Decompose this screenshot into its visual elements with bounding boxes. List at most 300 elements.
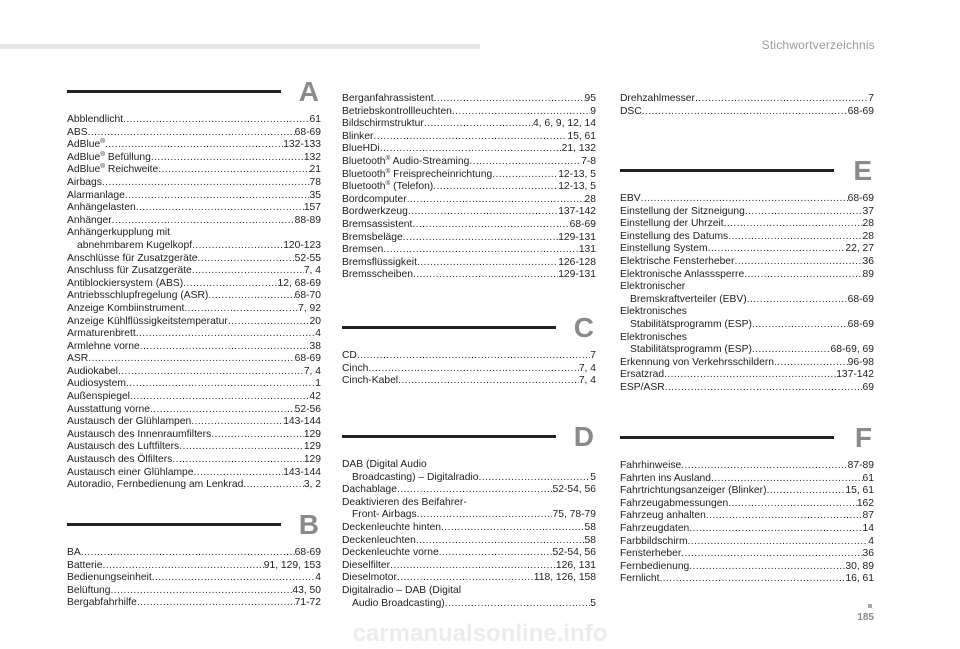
index-entry[interactable] [342, 118, 596, 131]
index-entry-pages: 126-128 [558, 256, 596, 268]
index-entry-pages: 7 [590, 350, 596, 361]
index-entry-term: Audiokabel [67, 365, 118, 377]
leader-dots [125, 190, 310, 203]
index-entry-term: Elektronische Anlasssperre [620, 268, 745, 280]
index-entry[interactable] [620, 536, 874, 549]
index-entry[interactable] [342, 169, 596, 182]
index-entry[interactable] [67, 547, 321, 560]
index-entry-pages: 68-69 [294, 547, 321, 558]
index-entry-pages: 22, 27 [845, 243, 874, 255]
index-entry[interactable] [342, 484, 596, 497]
index-entry[interactable] [67, 391, 321, 404]
index-entry-pages: 4 [315, 328, 321, 340]
leader-dots [243, 479, 304, 492]
index-entry-pages: 68-69 [847, 318, 874, 330]
index-entry-pages: 7-8 [581, 155, 596, 167]
index-entry-term: Betriebskontrollleuchten [342, 105, 452, 117]
leader-dots [689, 523, 862, 536]
leader-dots [728, 231, 862, 244]
index-entry[interactable] [342, 598, 596, 611]
index-entry-pages: 78 [309, 176, 321, 188]
index-entry-term: ESP/ASR [620, 381, 665, 393]
index-entry-term: Dieselfilter [342, 559, 391, 571]
leader-dots [111, 585, 293, 598]
index-entry[interactable] [67, 585, 321, 598]
section-letter: F [854, 422, 872, 453]
index-entry[interactable] [620, 344, 874, 357]
section-rule [342, 326, 556, 329]
index-entry[interactable] [67, 341, 321, 354]
leader-dots [745, 206, 863, 219]
index-entry-term: abnehmbarem Kugelkopf [77, 239, 193, 251]
index-entry-term: Farbbildschirm [620, 535, 688, 547]
index-entry-pages: 120-123 [283, 239, 321, 251]
index-entry-term: Dachablage [342, 484, 397, 496]
index-entry-term: Ersatzrad [620, 369, 665, 381]
leader-dots [383, 244, 579, 257]
leader-dots [659, 573, 845, 586]
index-entry-pages: 87-89 [847, 460, 874, 471]
header-bar [0, 44, 480, 49]
index-entry-term: Armaturenbrett [67, 328, 136, 340]
index-entry[interactable] [620, 523, 874, 536]
index-entry-term: Front- Airbags [352, 509, 417, 521]
index-entry-term: BA [67, 547, 81, 558]
index-entry[interactable] [67, 127, 321, 140]
index-entry-term: Deckenleuchten [342, 534, 416, 546]
index-entry-pages: 126, 131 [555, 559, 596, 571]
leader-dots [136, 202, 304, 215]
index-entry[interactable] [342, 535, 596, 548]
index-entry[interactable] [620, 294, 874, 307]
index-entry-pages: 68-69 [847, 105, 874, 117]
section-rule [67, 90, 281, 93]
index-entry[interactable] [67, 572, 321, 585]
index-entry[interactable] [67, 278, 321, 291]
index-entry-pages: 7, 4 [578, 362, 596, 374]
index-entry[interactable] [67, 190, 321, 203]
index-entry-pages: 16, 61 [845, 573, 874, 585]
index-entry-term: CD [342, 350, 357, 361]
index-entry-term: Anhängelasten [67, 202, 136, 214]
index-entry-pages: 21, 132 [561, 143, 596, 155]
leader-dots [118, 366, 304, 379]
index-entry[interactable] [342, 269, 596, 282]
index-entry-term: Antriebsschlupfregelung (ASR) [67, 290, 209, 302]
index-entry[interactable] [342, 472, 596, 485]
leader-dots [695, 93, 868, 106]
index-entry-pages: 58 [584, 521, 596, 533]
index-entry[interactable] [67, 597, 321, 610]
leader-dots [81, 547, 295, 560]
index-entry-pages: 4 [868, 535, 874, 547]
index-entry-pages: 89 [862, 268, 874, 280]
index-entry[interactable] [67, 353, 321, 366]
leader-dots [417, 257, 558, 270]
index-entry[interactable] [67, 290, 321, 303]
index-entry[interactable] [342, 232, 596, 245]
index-entry[interactable] [67, 416, 321, 429]
leader-dots [665, 382, 863, 395]
index-entry[interactable] [342, 143, 596, 156]
index-entry-pages: 52-54, 56 [552, 547, 596, 559]
index-entry[interactable] [342, 206, 596, 219]
index-entry-pages: 143-144 [283, 466, 321, 478]
index-entry-pages: 137-142 [558, 206, 596, 218]
index-section-a [67, 76, 321, 492]
leader-dots [179, 441, 304, 454]
index-entry[interactable] [67, 177, 321, 190]
index-entry-pages: 75, 78-79 [552, 509, 596, 521]
index-entry-pages: 61 [309, 114, 321, 125]
index-entry-pages: 129-131 [558, 269, 596, 281]
footer-marker [868, 604, 872, 608]
index-entry-term: Bremsen [342, 244, 384, 256]
index-entry-list [620, 460, 874, 586]
index-entry-pages: 68-69 [569, 218, 596, 230]
index-entry-pages: 132 [303, 151, 321, 163]
leader-dots [711, 473, 863, 486]
index-entry-term: BlueHDi [342, 143, 380, 155]
leader-dots [767, 485, 846, 498]
index-entry-term: Einstellung der Uhrzeit [620, 218, 724, 230]
leader-dots [774, 357, 848, 370]
index-entry[interactable] [67, 152, 321, 165]
index-entry-pages: 12, 68-69 [277, 277, 321, 289]
index-entry-term: Drehzahlmesser [620, 93, 695, 104]
index-entry[interactable] [342, 560, 596, 573]
leader-dots [412, 219, 569, 232]
section-header [342, 421, 596, 453]
index-entry-pages: 12-13, 5 [558, 168, 596, 180]
leader-dots [390, 560, 556, 573]
index-entry-term: Bluetooth® Audio-Streaming [342, 154, 470, 167]
leader-dots [681, 460, 847, 473]
leader-dots [211, 429, 304, 442]
index-entry[interactable] [620, 382, 874, 395]
index-entry[interactable] [342, 509, 596, 522]
index-entry[interactable] [67, 139, 321, 152]
index-entry-list [620, 193, 874, 395]
index-entry[interactable] [67, 202, 321, 215]
index-entry-term: Ausstattung vorne [67, 403, 150, 415]
leader-dots [184, 303, 298, 316]
index-entry-term: Bremsassistent [342, 218, 413, 230]
index-entry-term: Einstellung des Datums [620, 230, 729, 242]
section-rule [342, 435, 556, 438]
index-entry-term: Anzeige Kombiinstrument [67, 302, 185, 314]
index-entry-pages: 52-56 [294, 403, 321, 415]
index-entry-pages: 68-69 [294, 126, 321, 138]
leader-dots [368, 363, 578, 376]
index-entry[interactable] [67, 114, 321, 127]
index-entry[interactable] [342, 244, 596, 257]
index-entry[interactable] [620, 510, 874, 523]
leader-dots [752, 319, 848, 332]
index-entry[interactable] [342, 93, 596, 106]
index-entry-pages: 42 [309, 391, 321, 403]
index-entry-pages: 14 [862, 522, 874, 534]
index-entry[interactable] [620, 498, 874, 511]
index-entry-term: Fahrhinweise [620, 460, 682, 471]
index-entry-pages: 131 [578, 244, 596, 256]
index-entry-term: Elektrische Fensterheber [620, 255, 735, 267]
index-entry[interactable] [67, 215, 321, 228]
leader-dots [424, 118, 533, 131]
section-header [620, 422, 874, 454]
index-entry-term: Fahrzeugabmessungen [620, 497, 729, 509]
leader-dots [88, 127, 295, 140]
index-entry[interactable] [620, 460, 874, 473]
leader-dots [445, 598, 591, 611]
index-entry-term: AdBlue® Befüllung [67, 150, 151, 163]
index-entry-pages: 7, 92 [298, 302, 321, 314]
leader-dots [413, 269, 558, 282]
leader-dots [105, 139, 283, 152]
index-entry[interactable] [620, 573, 874, 586]
section-header [67, 509, 321, 541]
index-entry[interactable] [342, 181, 596, 194]
index-entry[interactable] [620, 473, 874, 486]
index-entry[interactable] [620, 93, 874, 106]
index-entry[interactable] [620, 218, 874, 231]
index-entry-term: AdBlue® Reichweite [67, 163, 159, 176]
index-entry-pages: 52-54, 56 [552, 484, 596, 496]
index-entry-pages: 68-69 [294, 353, 321, 365]
leader-dots [398, 375, 579, 388]
index-entry-term: Cinch [342, 362, 369, 374]
section-letter: D [573, 421, 594, 452]
leader-dots [664, 369, 836, 382]
index-section-e [620, 155, 874, 395]
index-entry-pages: 96-98 [847, 356, 874, 368]
index-entry[interactable] [620, 357, 874, 370]
index-entry[interactable] [342, 572, 596, 585]
index-entry[interactable] [342, 219, 596, 232]
section-header [67, 76, 321, 108]
index-entry[interactable] [67, 316, 321, 329]
index-entry[interactable] [620, 206, 874, 219]
index-entry-term: DSC [620, 105, 642, 117]
leader-dots [130, 391, 310, 404]
index-entry[interactable] [342, 257, 596, 270]
section-rule [620, 436, 834, 439]
index-entry[interactable] [620, 369, 874, 382]
index-entry[interactable] [620, 231, 874, 244]
index-entry-pages: 35 [309, 189, 321, 201]
index-entry-term-line: DAB (Digital Audio [342, 459, 427, 470]
index-entry-list [620, 93, 874, 118]
index-entry-pages: 129 [303, 454, 321, 466]
index-entry[interactable] [620, 243, 874, 256]
index-entry-term: Anschluss für Zusatzgeräte [67, 265, 192, 277]
leader-dots [172, 454, 304, 467]
leader-dots [706, 510, 863, 523]
leader-dots [373, 131, 567, 144]
index-entry-term: Bremsscheiben [342, 269, 413, 281]
index-entry-pages: 7, 4 [303, 265, 321, 277]
index-entry[interactable] [620, 319, 874, 332]
index-entry-term: Bremsflüssigkeit [342, 256, 417, 268]
index-entry-pages: 20 [309, 315, 321, 327]
index-entry-pages: 143-144 [283, 416, 321, 428]
index-entry[interactable] [342, 522, 596, 535]
index-entry-term-line: Anhängerkupplung mit [67, 227, 171, 239]
index-entry-pages: 3, 2 [303, 479, 321, 491]
index-entry[interactable] [620, 256, 874, 269]
index-entry[interactable] [620, 561, 874, 574]
index-entry-pages: 7 [868, 93, 874, 104]
index-entry-pages: 36 [862, 548, 874, 560]
watermark: carmanualsonline.info [352, 620, 608, 647]
index-entry-pages: 7, 4 [303, 365, 321, 377]
leader-dots [194, 467, 284, 480]
index-entry-pages: 43, 50 [292, 584, 321, 596]
index-entry[interactable] [67, 467, 321, 480]
index-entry-term: Stabilitätsprogramm (ESP) [630, 344, 752, 356]
index-entry[interactable] [67, 366, 321, 379]
index-entry[interactable] [342, 350, 596, 363]
index-entry-term: Cinch-Kabel [342, 375, 399, 387]
index-entry[interactable] [67, 164, 321, 177]
leader-dots [140, 341, 310, 354]
leader-dots [416, 535, 585, 548]
leader-dots [417, 509, 553, 522]
index-entry[interactable] [620, 106, 874, 119]
index-entry-pages: 132-133 [283, 139, 321, 151]
section-letter: A [298, 76, 319, 107]
index-section-d-cont [620, 93, 874, 118]
index-entry[interactable] [342, 156, 596, 169]
index-entry-term: Bluetooth® Freisprecheinrichtung [342, 167, 493, 180]
index-entry-term: Audio Broadcasting) [352, 597, 445, 609]
index-entry-term: Fernlicht [620, 573, 660, 585]
index-entry[interactable] [620, 485, 874, 498]
index-entry-pages: 5 [590, 597, 596, 609]
index-entry-pages: 87 [862, 510, 874, 522]
index-entry[interactable] [67, 378, 321, 391]
index-entry-pages: 61 [862, 472, 874, 484]
leader-dots [492, 169, 558, 182]
index-entry-term: Dieselmotor [342, 572, 397, 584]
index-entry-pages: 68-69 [847, 293, 874, 305]
leader-dots [357, 350, 590, 363]
index-entry-term: Berganfahrassistent [342, 93, 434, 104]
index-entry-term: AdBlue® [67, 138, 106, 151]
index-entry-pages: 91, 129, 153 [263, 559, 321, 571]
leader-dots [688, 536, 869, 549]
index-entry-term: Erkennung von Verkehrsschildern [620, 356, 774, 368]
leader-dots [152, 572, 316, 585]
index-entry-term: Belüftung [67, 584, 111, 596]
index-entry-pages: 95 [584, 93, 596, 104]
index-entry-pages: 1 [315, 378, 321, 390]
index-entry[interactable] [67, 265, 321, 278]
index-entry[interactable] [342, 194, 596, 207]
leader-dots [734, 256, 862, 269]
index-entry[interactable] [342, 131, 596, 144]
section-header [342, 312, 596, 344]
index-entry[interactable] [620, 548, 874, 561]
leader-dots [88, 353, 294, 366]
leader-dots [441, 522, 584, 535]
leader-dots [689, 561, 845, 574]
index-entry-term: Austausch des Ölfilters [67, 454, 173, 466]
index-entry[interactable] [620, 269, 874, 282]
index-entry-pages: 15, 61 [845, 485, 874, 497]
index-entry[interactable] [620, 193, 874, 206]
index-entry-term: Bordcomputer [342, 193, 407, 205]
leader-dots [192, 265, 304, 278]
index-entry-term: Alarmanlage [67, 189, 125, 201]
leader-dots [407, 194, 585, 207]
index-entry-pages: 5 [590, 471, 596, 483]
index-entry-term: Fahrten ins Ausland [620, 472, 712, 484]
index-entry-pages: 69 [862, 381, 874, 393]
index-entry-term: Antiblockiersystem (ABS) [67, 277, 184, 289]
index-entry[interactable] [67, 479, 321, 492]
index-entry-term: Anschlüsse für Zusatzgeräte [67, 252, 198, 264]
index-entry-term: Airbags [67, 176, 102, 188]
leader-dots [158, 164, 309, 177]
leader-dots [150, 404, 295, 417]
index-entry-pages: 4 [315, 572, 321, 584]
index-entry[interactable] [342, 375, 596, 388]
index-entry-term: Fensterheber [620, 548, 682, 560]
leader-dots [403, 232, 559, 245]
leader-dots [151, 152, 304, 165]
index-entry[interactable] [67, 328, 321, 341]
index-entry-pages: 118, 126, 158 [533, 572, 596, 584]
index-entry[interactable] [67, 253, 321, 266]
leader-dots [102, 177, 310, 190]
leader-dots [642, 106, 848, 119]
index-entry-term-line: Deaktivieren des Beifahrer- [342, 496, 467, 508]
index-entry-pages: 68-70 [294, 290, 321, 302]
index-entry[interactable] [67, 240, 321, 253]
index-entry[interactable] [67, 429, 321, 442]
index-entry-term: Bedienungseinheit [67, 572, 152, 584]
leader-dots [103, 560, 264, 573]
index-entry[interactable] [342, 106, 596, 119]
index-entry-term-line: Elektronisches [620, 331, 687, 343]
section-rule [67, 523, 281, 526]
index-entry-term: Außenspiegel [67, 391, 130, 403]
index-entry-term: Deckenleuchte vorne [342, 547, 439, 559]
leader-dots [747, 294, 848, 307]
index-entry-term: Einstellung System [620, 243, 708, 255]
index-entry-pages: 30, 89 [845, 560, 874, 572]
leader-dots [641, 193, 848, 206]
index-entry[interactable] [67, 560, 321, 573]
index-entry[interactable] [342, 547, 596, 560]
index-entry-term: Einstellung der Sitzneigung [620, 205, 745, 217]
page-number: 185 [857, 612, 874, 623]
index-entry[interactable] [67, 303, 321, 316]
index-entry-term: Austausch der Glühlampen [67, 416, 192, 428]
index-entry-pages: 88-89 [294, 214, 321, 226]
index-entry-term: Bremskraftverteiler (EBV) [630, 293, 747, 305]
index-entry-term-line: Digitalradio – DAB (Digital [342, 584, 462, 596]
index-entry-term: Stabilitätsprogramm (ESP) [630, 318, 752, 330]
index-section-f [620, 422, 874, 586]
index-entry-term: Blinker [342, 130, 374, 142]
index-entry[interactable] [67, 441, 321, 454]
index-entry[interactable] [67, 454, 321, 467]
index-entry[interactable] [67, 404, 321, 417]
index-entry-pages: 9 [590, 105, 596, 117]
index-entry[interactable] [342, 363, 596, 376]
